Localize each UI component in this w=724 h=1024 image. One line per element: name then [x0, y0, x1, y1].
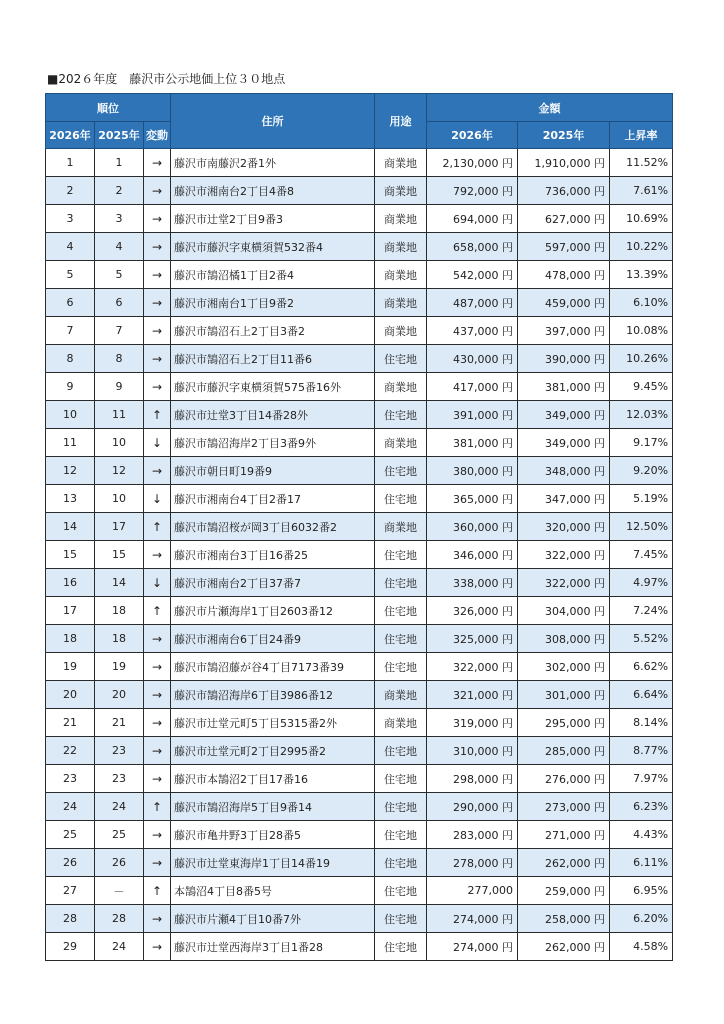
- change-arrow-cell: →: [144, 709, 171, 737]
- price-2026-cell: 274,000 円: [427, 905, 518, 933]
- change-arrow-cell: →: [144, 933, 171, 961]
- rank-2025-cell: 17: [95, 513, 144, 541]
- price-2025-cell: 320,000 円: [518, 513, 610, 541]
- table-row: [46, 653, 673, 681]
- address-cell: 藤沢市辻堂3丁目14番28外: [171, 401, 375, 429]
- price-2025-cell: 273,000 円: [518, 793, 610, 821]
- document-title: ■202６年度 藤沢市公示地価上位３０地点: [47, 72, 286, 86]
- table-row: [46, 737, 673, 765]
- rank-2026-cell: 29: [46, 933, 95, 961]
- address-cell: 藤沢市辻堂元町5丁目5315番2外: [171, 709, 375, 737]
- address-cell: 藤沢市湘南台2丁目37番7: [171, 569, 375, 597]
- change-arrow-cell: →: [144, 261, 171, 289]
- change-arrow-cell: ↓: [144, 485, 171, 513]
- rank-2026-cell: 24: [46, 793, 95, 821]
- header-address: 住所: [171, 94, 375, 149]
- rank-2025-cell: 25: [95, 821, 144, 849]
- rate-cell: 6.23%: [610, 793, 673, 821]
- rank-2025-cell: 7: [95, 317, 144, 345]
- header-rate: 上昇率: [610, 122, 673, 149]
- table-row: [46, 177, 673, 205]
- rank-2026-cell: 13: [46, 485, 95, 513]
- usage-cell: 住宅地: [375, 401, 427, 429]
- rank-2025-cell: 19: [95, 653, 144, 681]
- rate-cell: 12.50%: [610, 513, 673, 541]
- rate-cell: 6.62%: [610, 653, 673, 681]
- rate-cell: 10.22%: [610, 233, 673, 261]
- rate-cell: 8.14%: [610, 709, 673, 737]
- rank-2026-cell: 6: [46, 289, 95, 317]
- usage-cell: 住宅地: [375, 821, 427, 849]
- rate-cell: 10.26%: [610, 345, 673, 373]
- change-arrow-cell: →: [144, 681, 171, 709]
- rank-2025-cell: 23: [95, 765, 144, 793]
- price-2026-cell: 319,000 円: [427, 709, 518, 737]
- change-arrow-cell: →: [144, 149, 171, 177]
- table-row: [46, 289, 673, 317]
- change-arrow-cell: →: [144, 289, 171, 317]
- rank-2025-cell: 11: [95, 401, 144, 429]
- price-2026-cell: 487,000 円: [427, 289, 518, 317]
- usage-cell: 商業地: [375, 681, 427, 709]
- rank-2026-cell: 19: [46, 653, 95, 681]
- rank-2025-cell: 9: [95, 373, 144, 401]
- usage-cell: 商業地: [375, 149, 427, 177]
- table-row: [46, 401, 673, 429]
- rank-2025-cell: 3: [95, 205, 144, 233]
- rank-2025-cell: 4: [95, 233, 144, 261]
- rank-2026-cell: 20: [46, 681, 95, 709]
- address-cell: 藤沢市鵠沼海岸6丁目3986番12: [171, 681, 375, 709]
- table-row: [46, 485, 673, 513]
- change-arrow-cell: →: [144, 737, 171, 765]
- rate-cell: 12.03%: [610, 401, 673, 429]
- address-cell: 藤沢市辻堂2丁目9番3: [171, 205, 375, 233]
- rate-cell: 6.10%: [610, 289, 673, 317]
- price-2026-cell: 380,000 円: [427, 457, 518, 485]
- price-2026-cell: 326,000 円: [427, 597, 518, 625]
- price-2026-cell: 321,000 円: [427, 681, 518, 709]
- address-cell: 藤沢市片瀬海岸1丁目2603番12: [171, 597, 375, 625]
- price-2025-cell: 295,000 円: [518, 709, 610, 737]
- rate-cell: 8.77%: [610, 737, 673, 765]
- table-row: [46, 261, 673, 289]
- usage-cell: 住宅地: [375, 345, 427, 373]
- price-2026-cell: 360,000 円: [427, 513, 518, 541]
- address-cell: 藤沢市鵠沼海岸2丁目3番9外: [171, 429, 375, 457]
- rank-2025-cell: 28: [95, 905, 144, 933]
- usage-cell: 商業地: [375, 317, 427, 345]
- address-cell: 藤沢市片瀬4丁目10番7外: [171, 905, 375, 933]
- address-cell: 藤沢市藤沢字東横須賀532番4: [171, 233, 375, 261]
- price-2025-cell: 322,000 円: [518, 541, 610, 569]
- rank-2026-cell: 10: [46, 401, 95, 429]
- rank-2025-cell: 21: [95, 709, 144, 737]
- rank-2025-cell: 26: [95, 849, 144, 877]
- price-2025-cell: 258,000 円: [518, 905, 610, 933]
- address-cell: 藤沢市鵠沼海岸5丁目9番14: [171, 793, 375, 821]
- usage-cell: 住宅地: [375, 877, 427, 905]
- rank-2025-cell: 10: [95, 485, 144, 513]
- table-row: [46, 793, 673, 821]
- rank-2025-cell: 12: [95, 457, 144, 485]
- header-amount: 金額: [427, 94, 673, 122]
- table-row: [46, 457, 673, 485]
- rank-2025-cell: 24: [95, 793, 144, 821]
- rank-2026-cell: 14: [46, 513, 95, 541]
- table-row: [46, 625, 673, 653]
- address-cell: 藤沢市南藤沢2番1外: [171, 149, 375, 177]
- usage-cell: 住宅地: [375, 849, 427, 877]
- land-price-table: [45, 93, 673, 961]
- price-2026-cell: 391,000 円: [427, 401, 518, 429]
- change-arrow-cell: →: [144, 317, 171, 345]
- rank-2025-cell: 1: [95, 149, 144, 177]
- change-arrow-cell: →: [144, 233, 171, 261]
- change-arrow-cell: →: [144, 653, 171, 681]
- rank-2026-cell: 5: [46, 261, 95, 289]
- rank-2026-cell: 12: [46, 457, 95, 485]
- change-arrow-cell: →: [144, 849, 171, 877]
- rank-2025-cell: 15: [95, 541, 144, 569]
- price-2025-cell: 322,000 円: [518, 569, 610, 597]
- address-cell: 藤沢市湘南台3丁目16番25: [171, 541, 375, 569]
- rank-2026-cell: 25: [46, 821, 95, 849]
- rate-cell: 4.43%: [610, 821, 673, 849]
- price-2025-cell: 459,000 円: [518, 289, 610, 317]
- price-2025-cell: 627,000 円: [518, 205, 610, 233]
- change-arrow-cell: ↑: [144, 877, 171, 905]
- table-row: [46, 541, 673, 569]
- usage-cell: 商業地: [375, 233, 427, 261]
- rate-cell: 7.45%: [610, 541, 673, 569]
- rate-cell: 6.64%: [610, 681, 673, 709]
- price-2026-cell: 290,000 円: [427, 793, 518, 821]
- rank-2026-cell: 9: [46, 373, 95, 401]
- rank-2026-cell: 15: [46, 541, 95, 569]
- rate-cell: 9.17%: [610, 429, 673, 457]
- address-cell: 本鵠沼4丁目8番5号: [171, 877, 375, 905]
- usage-cell: 住宅地: [375, 793, 427, 821]
- rate-cell: 7.24%: [610, 597, 673, 625]
- rank-2025-cell: －: [95, 877, 144, 905]
- rank-2026-cell: 2: [46, 177, 95, 205]
- price-2025-cell: 302,000 円: [518, 653, 610, 681]
- address-cell: 藤沢市亀井野3丁目28番5: [171, 821, 375, 849]
- rate-cell: 4.58%: [610, 933, 673, 961]
- price-2026-cell: 338,000 円: [427, 569, 518, 597]
- table-row: [46, 597, 673, 625]
- price-2025-cell: 736,000 円: [518, 177, 610, 205]
- price-2026-cell: 365,000 円: [427, 485, 518, 513]
- rate-cell: 6.11%: [610, 849, 673, 877]
- rank-2026-cell: 23: [46, 765, 95, 793]
- price-2026-cell: 437,000 円: [427, 317, 518, 345]
- usage-cell: 商業地: [375, 177, 427, 205]
- change-arrow-cell: →: [144, 821, 171, 849]
- usage-cell: 住宅地: [375, 737, 427, 765]
- table-row: [46, 569, 673, 597]
- header-usage: 用途: [375, 94, 427, 149]
- usage-cell: 住宅地: [375, 625, 427, 653]
- price-2026-cell: 2,130,000 円: [427, 149, 518, 177]
- rate-cell: 7.97%: [610, 765, 673, 793]
- rank-2026-cell: 16: [46, 569, 95, 597]
- table-row: [46, 345, 673, 373]
- usage-cell: 住宅地: [375, 765, 427, 793]
- price-2025-cell: 397,000 円: [518, 317, 610, 345]
- price-2026-cell: 298,000 円: [427, 765, 518, 793]
- table-row: [46, 149, 673, 177]
- price-2026-cell: 346,000 円: [427, 541, 518, 569]
- price-2025-cell: 276,000 円: [518, 765, 610, 793]
- price-2025-cell: 262,000 円: [518, 933, 610, 961]
- usage-cell: 商業地: [375, 429, 427, 457]
- address-cell: 藤沢市辻堂元町2丁目2995番2: [171, 737, 375, 765]
- price-2025-cell: 301,000 円: [518, 681, 610, 709]
- change-arrow-cell: ↑: [144, 401, 171, 429]
- price-2026-cell: 277,000: [427, 877, 518, 905]
- rate-cell: 10.08%: [610, 317, 673, 345]
- table-row: [46, 905, 673, 933]
- rank-2026-cell: 1: [46, 149, 95, 177]
- rank-2026-cell: 18: [46, 625, 95, 653]
- header-amount-2026: 2026年: [427, 122, 518, 149]
- change-arrow-cell: →: [144, 345, 171, 373]
- price-2025-cell: 349,000 円: [518, 429, 610, 457]
- price-2026-cell: 325,000 円: [427, 625, 518, 653]
- rank-2026-cell: 8: [46, 345, 95, 373]
- address-cell: 藤沢市湘南台2丁目4番8: [171, 177, 375, 205]
- rank-2026-cell: 4: [46, 233, 95, 261]
- rank-2025-cell: 6: [95, 289, 144, 317]
- price-2025-cell: 1,910,000 円: [518, 149, 610, 177]
- table-row: [46, 233, 673, 261]
- address-cell: 藤沢市湘南台4丁目2番17: [171, 485, 375, 513]
- rank-2026-cell: 26: [46, 849, 95, 877]
- change-arrow-cell: →: [144, 905, 171, 933]
- rank-2025-cell: 5: [95, 261, 144, 289]
- rank-2026-cell: 7: [46, 317, 95, 345]
- address-cell: 藤沢市鵠沼石上2丁目3番2: [171, 317, 375, 345]
- table-row: [46, 877, 673, 905]
- header-amount-2025: 2025年: [518, 122, 610, 149]
- usage-cell: 商業地: [375, 513, 427, 541]
- rank-2025-cell: 2: [95, 177, 144, 205]
- price-2026-cell: 694,000 円: [427, 205, 518, 233]
- rank-2025-cell: 14: [95, 569, 144, 597]
- price-2026-cell: 658,000 円: [427, 233, 518, 261]
- change-arrow-cell: →: [144, 205, 171, 233]
- table-row: [46, 429, 673, 457]
- table-row: [46, 373, 673, 401]
- price-2025-cell: 259,000 円: [518, 877, 610, 905]
- header-change: 変動: [144, 122, 171, 149]
- table-row: [46, 205, 673, 233]
- usage-cell: 商業地: [375, 709, 427, 737]
- change-arrow-cell: →: [144, 765, 171, 793]
- rank-2025-cell: 10: [95, 429, 144, 457]
- price-2025-cell: 285,000 円: [518, 737, 610, 765]
- rank-2025-cell: 18: [95, 597, 144, 625]
- price-2025-cell: 381,000 円: [518, 373, 610, 401]
- rank-2026-cell: 22: [46, 737, 95, 765]
- rank-2025-cell: 8: [95, 345, 144, 373]
- price-2026-cell: 278,000 円: [427, 849, 518, 877]
- usage-cell: 商業地: [375, 205, 427, 233]
- usage-cell: 住宅地: [375, 457, 427, 485]
- price-2025-cell: 308,000 円: [518, 625, 610, 653]
- usage-cell: 住宅地: [375, 597, 427, 625]
- change-arrow-cell: →: [144, 625, 171, 653]
- table-row: [46, 709, 673, 737]
- price-2025-cell: 262,000 円: [518, 849, 610, 877]
- table-row: [46, 765, 673, 793]
- change-arrow-cell: ↑: [144, 597, 171, 625]
- rank-2026-cell: 28: [46, 905, 95, 933]
- rank-2026-cell: 27: [46, 877, 95, 905]
- usage-cell: 住宅地: [375, 933, 427, 961]
- rate-cell: 9.20%: [610, 457, 673, 485]
- rank-2025-cell: 20: [95, 681, 144, 709]
- table-row: [46, 681, 673, 709]
- rate-cell: 4.97%: [610, 569, 673, 597]
- price-2025-cell: 349,000 円: [518, 401, 610, 429]
- change-arrow-cell: →: [144, 457, 171, 485]
- change-arrow-cell: ↑: [144, 793, 171, 821]
- usage-cell: 商業地: [375, 289, 427, 317]
- rate-cell: 10.69%: [610, 205, 673, 233]
- change-arrow-cell: ↑: [144, 513, 171, 541]
- change-arrow-cell: ↓: [144, 569, 171, 597]
- usage-cell: 住宅地: [375, 569, 427, 597]
- rank-2026-cell: 21: [46, 709, 95, 737]
- header-rank-2025: 2025年: [95, 122, 144, 149]
- price-2025-cell: 597,000 円: [518, 233, 610, 261]
- rate-cell: 6.95%: [610, 877, 673, 905]
- address-cell: 藤沢市鵠沼桜が岡3丁目6032番2: [171, 513, 375, 541]
- price-2025-cell: 347,000 円: [518, 485, 610, 513]
- usage-cell: 住宅地: [375, 541, 427, 569]
- rank-2026-cell: 11: [46, 429, 95, 457]
- price-2025-cell: 390,000 円: [518, 345, 610, 373]
- price-2026-cell: 283,000 円: [427, 821, 518, 849]
- rank-2026-cell: 3: [46, 205, 95, 233]
- rate-cell: 5.52%: [610, 625, 673, 653]
- address-cell: 藤沢市辻堂東海岸1丁目14番19: [171, 849, 375, 877]
- address-cell: 藤沢市鵠沼橘1丁目2番4: [171, 261, 375, 289]
- change-arrow-cell: →: [144, 541, 171, 569]
- address-cell: 藤沢市湘南台1丁目9番2: [171, 289, 375, 317]
- table-row: [46, 513, 673, 541]
- table-row: [46, 849, 673, 877]
- usage-cell: 商業地: [375, 373, 427, 401]
- table-row: [46, 317, 673, 345]
- table-row: [46, 933, 673, 961]
- usage-cell: 商業地: [375, 261, 427, 289]
- table-row: [46, 821, 673, 849]
- price-2026-cell: 792,000 円: [427, 177, 518, 205]
- price-2026-cell: 417,000 円: [427, 373, 518, 401]
- rank-2025-cell: 24: [95, 933, 144, 961]
- rate-cell: 13.39%: [610, 261, 673, 289]
- usage-cell: 住宅地: [375, 905, 427, 933]
- price-2026-cell: 430,000 円: [427, 345, 518, 373]
- rate-cell: 9.45%: [610, 373, 673, 401]
- table-body: [46, 149, 673, 961]
- header-rank-2026: 2026年: [46, 122, 95, 149]
- change-arrow-cell: ↓: [144, 429, 171, 457]
- price-2025-cell: 271,000 円: [518, 821, 610, 849]
- rate-cell: 11.52%: [610, 149, 673, 177]
- usage-cell: 住宅地: [375, 485, 427, 513]
- rate-cell: 5.19%: [610, 485, 673, 513]
- address-cell: 藤沢市鵠沼石上2丁目11番6: [171, 345, 375, 373]
- change-arrow-cell: →: [144, 373, 171, 401]
- address-cell: 藤沢市朝日町19番9: [171, 457, 375, 485]
- rank-2026-cell: 17: [46, 597, 95, 625]
- price-2026-cell: 381,000 円: [427, 429, 518, 457]
- price-2026-cell: 322,000 円: [427, 653, 518, 681]
- address-cell: 藤沢市鵠沼藤が谷4丁目7173番39: [171, 653, 375, 681]
- rank-2025-cell: 23: [95, 737, 144, 765]
- price-2026-cell: 542,000 円: [427, 261, 518, 289]
- price-2026-cell: 274,000 円: [427, 933, 518, 961]
- address-cell: 藤沢市本鵠沼2丁目17番16: [171, 765, 375, 793]
- address-cell: 藤沢市藤沢字東横須賀575番16外: [171, 373, 375, 401]
- rate-cell: 6.20%: [610, 905, 673, 933]
- usage-cell: 住宅地: [375, 653, 427, 681]
- rank-2025-cell: 18: [95, 625, 144, 653]
- price-2025-cell: 348,000 円: [518, 457, 610, 485]
- address-cell: 藤沢市湘南台6丁目24番9: [171, 625, 375, 653]
- header-rank: 順位: [46, 94, 171, 122]
- price-2026-cell: 310,000 円: [427, 737, 518, 765]
- price-2025-cell: 304,000 円: [518, 597, 610, 625]
- price-2025-cell: 478,000 円: [518, 261, 610, 289]
- change-arrow-cell: →: [144, 177, 171, 205]
- address-cell: 藤沢市辻堂西海岸3丁目1番28: [171, 933, 375, 961]
- rate-cell: 7.61%: [610, 177, 673, 205]
